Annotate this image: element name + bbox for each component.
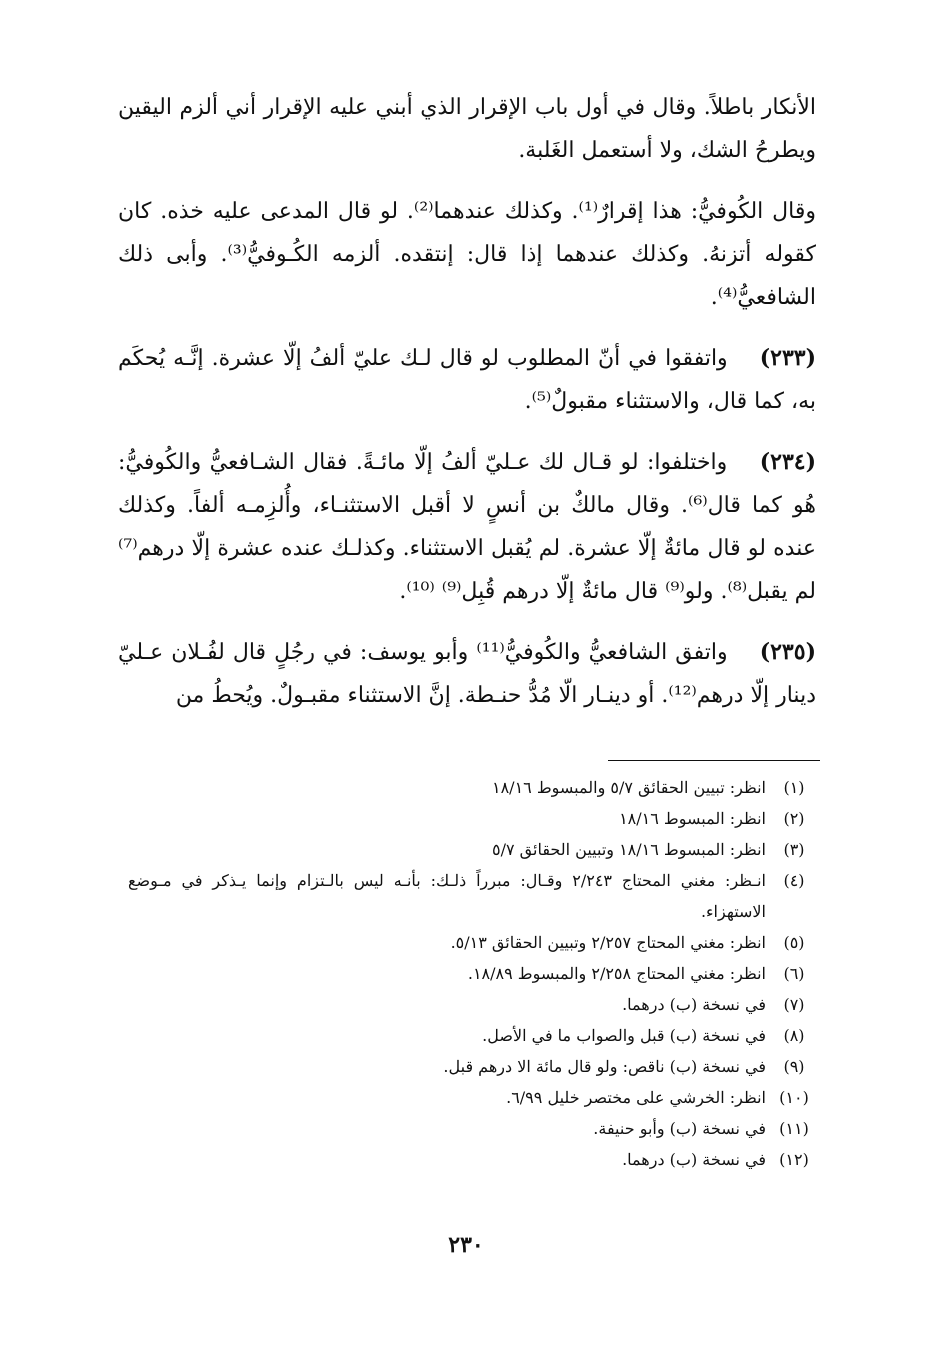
footnote-number: (٧)	[783, 995, 805, 1014]
paragraph-number: (٢٣٤)	[759, 449, 816, 475]
footnote-text: انظر: مغني المحتاج ٢/٢٥٧ وتبيين الحقائق ٥/١٣.	[450, 933, 766, 952]
footnote	[128, 1051, 822, 1082]
paragraph	[118, 86, 816, 172]
footnote-number: (٤)	[783, 871, 805, 890]
paragraph-text: واتفقوا في أنّ المطلوب لو قال لـك عليّ ألفُ إلّا عشرة. إنَّـه يُحكَم به، كما قال، والاستثناء مقبولٌ⁽⁵⁾.	[118, 346, 816, 414]
footnote	[128, 772, 822, 803]
footnote-number: (٥)	[783, 933, 805, 952]
footnote	[128, 927, 822, 958]
footnote	[128, 1020, 822, 1051]
footnote-number: (١٢)	[779, 1150, 809, 1169]
paragraph-number: (٢٣٣)	[759, 345, 816, 371]
footnote-number: (٩)	[783, 1057, 805, 1076]
page-number: ٢٣٠	[448, 1232, 484, 1258]
footnote-number: (١)	[783, 778, 805, 797]
paragraph-text: واتفق الشافعيُّ والكُوفيُّ⁽¹¹⁾ وأبو يوسف: في رجُلٍ قال لفُـلان عـليّ دينار إلّا درهم⁽¹²⁾. أو دينـار الّا مُدُّ حنـطة. إنَّ الاستثناء مقبـولٌ. ويُحطُ من	[118, 640, 816, 708]
footnote-number: (٢)	[783, 809, 805, 828]
footnote-text: انـظر: مغني المحتاج ٢/٢٤٣ وقـال: مبرراً ذلـك: بأنـه ليس بالـتزام وإنما يـذكر في مـوضع الاستهزاء.	[128, 871, 766, 921]
footnote	[128, 834, 822, 865]
footnote-text: في نسخة (ب) درهما.	[622, 1150, 766, 1169]
footnote	[128, 865, 822, 927]
footnote	[128, 958, 822, 989]
paragraph	[118, 441, 816, 613]
footnote	[128, 803, 822, 834]
footnote	[128, 1144, 822, 1175]
footnote-text: في نسخة (ب) درهما.	[622, 995, 766, 1014]
footnote-text: انظر: الخرشي على مختصر خليل ٦/٩٩.	[506, 1088, 766, 1107]
footnote-text: انظر: المبسوط ١٨/١٦ وتبيين الحقائق ٥/٧	[491, 840, 766, 859]
paragraph-number: (٢٣٥)	[759, 639, 816, 665]
paragraph-text: الأنكار باطلاً. وقال في أول باب الإقرار الذي أبني عليه الإقرار أني ألزم اليقين ويطرحُ الشك، ولا أستعمل الغَلبة.	[118, 95, 816, 163]
paragraph	[118, 631, 816, 717]
footnote	[128, 1082, 822, 1113]
paragraph	[118, 337, 816, 423]
footnote-text: في نسخة (ب) قبل والصواب ما في الأصل.	[482, 1026, 766, 1045]
footnote-text: انظر: مغني المحتاج ٢/٢٥٨ والمبسوط ١٨/٨٩.	[467, 964, 766, 983]
footnote	[128, 1113, 822, 1144]
footnotes	[128, 772, 822, 1175]
footnote-number: (١٠)	[779, 1088, 809, 1107]
footnote-number: (٣)	[783, 840, 805, 859]
footnote-text: في نسخة (ب) ناقص: ولو قال مائة الا درهم قبل.	[443, 1057, 766, 1076]
footnote-text: في نسخة (ب) وأبو حنيفة.	[593, 1119, 766, 1138]
footnote-number: (١١)	[779, 1119, 809, 1138]
paragraph-text: واختلفوا: لو قـال لك عـليّ ألفُ إلّا مائـةً. فقال الشـافعيُّ والكُوفيُّ: هُو كما قال⁽⁶⁾. وقال مالكٌ بن أنسٍ لا أقبل الاستثنـاء، وأُلزِمـه ألفاً. وكذلك عنده لو قال مائةٌ إلّا عشرة. لم يُقبل الاستثناء. وكذلـك عنده عشرة إلّا درهم⁽⁷⁾ لم يقبل⁽⁸⁾. ولو⁽⁹⁾ قال مائةٌ إلّا درهم قُبِل⁽⁹⁾ ⁽¹⁰⁾.	[118, 450, 816, 604]
footnote-divider	[608, 760, 820, 761]
footnote-number: (٨)	[783, 1026, 805, 1045]
paragraph-text: وقال الكُوفيُّ: هذا إقرارٌ⁽¹⁾. وكذلك عندهما⁽²⁾. لو قال المدعى عليه خذه. كان كقوله أتزنهُ. وكذلك عندهما إذا قال: إنتقده. ألزمه الكُـوفيُّ⁽³⁾. وأبى ذلك الشافعيُّ⁽⁴⁾.	[118, 199, 816, 310]
footnote	[128, 989, 822, 1020]
main-text	[118, 86, 816, 735]
paragraph	[118, 190, 816, 319]
footnote-number: (٦)	[783, 964, 805, 983]
footnote-text: انظر: المبسوط ١٨/١٦	[619, 809, 766, 828]
footnote-text: انظر: تبيين الحقائق ٥/٧ والمبسوط ١٨/١٦	[491, 778, 766, 797]
